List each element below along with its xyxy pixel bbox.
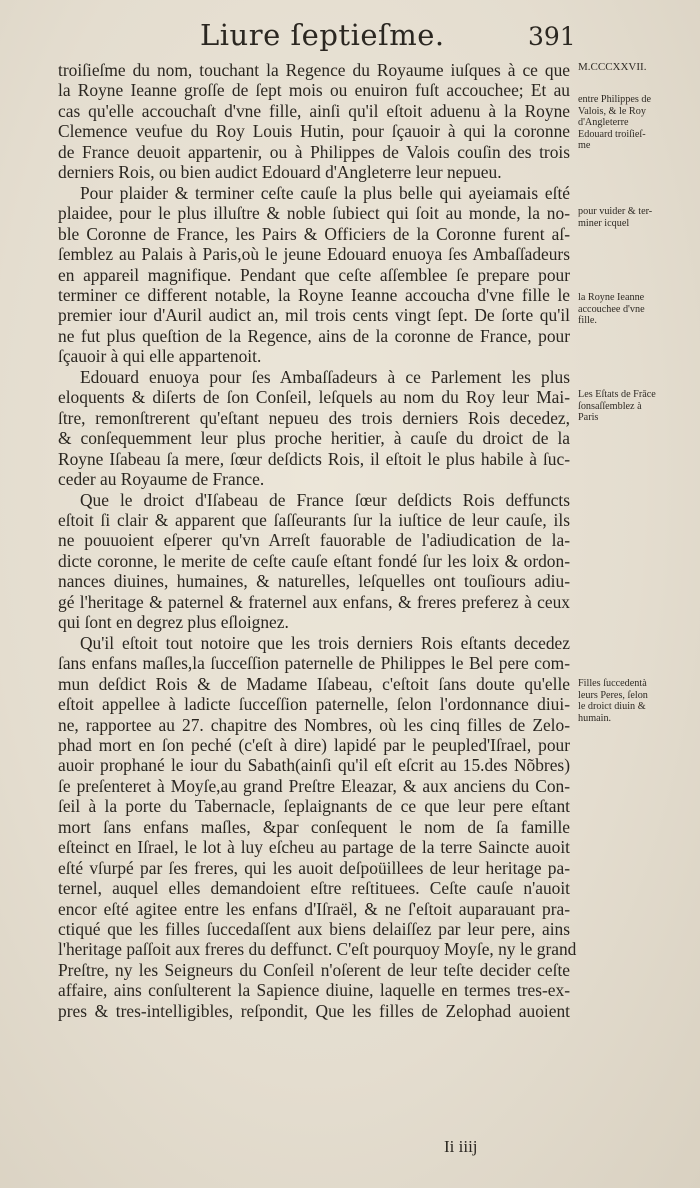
margin-note-line: le droict diuin & [578, 701, 646, 712]
text-line: Preſtre, ny les Seigneurs du Conſeil n'oſerent de leur teſte decider ceſte [58, 959, 570, 980]
margin-note-line: Valois, & le Roy [578, 105, 646, 117]
text-line: dicte coronne, le merite de ceſte cauſe eſtant fondé ſur les loix & ordon- [58, 550, 570, 571]
text-line: ſçauoir à qui elle appartenoit. [58, 346, 262, 367]
running-title: Liure ſeptieſme. [200, 18, 445, 52]
margin-note-line: fille. [578, 315, 597, 326]
text-line: en appareil magnifique. Pendant que ceſte aſſemblee ſe prepare pour [58, 264, 570, 285]
text-line: derniers Rois, ou bien audict Edouard d'Angleterre leur nepueu. [58, 162, 502, 183]
text-line: Pour plaider & terminer ceſte cauſe la plus belle qui ayeiamais eſté [80, 182, 570, 203]
text-line: qui ſont en degrez plus eſloignez. [58, 612, 289, 633]
text-line: Que le droict d'Iſabeau de France ſœur deſdicts Rois deffuncts [80, 489, 570, 510]
margin-note-estates [578, 389, 696, 424]
text-line: Edouard enuoya pour ſes Ambaſſadeurs à ce Parlement les plus [80, 366, 570, 387]
text-line: ne fut plus queſtion de la Regence, ains de la coronne de France, pour [58, 325, 570, 346]
text-line: la Royne Ieanne groſſe de ſept mois ou enuiron fuſt accouchee; Et au [58, 80, 570, 101]
margin-note-line: me [578, 140, 591, 151]
text-line: ceder au Royaume de France. [58, 469, 265, 490]
margin-note-line: Les Eſtats de Frāce [578, 389, 656, 400]
text-line: plaidee, pour le plus illuſtre & noble ſubiect qui ſoit au monde, la no- [58, 203, 570, 224]
text-line: de France deuoit appartenir, ou à Philippes de Valois couſin des trois [58, 141, 570, 162]
text-line: ctiqué que les filles ſuccedaſſent aux biens delaiſſez par leur pere, ains [58, 919, 570, 940]
signature-mark: Ii iiij [444, 1137, 478, 1156]
text-line: mun deſdict Rois & de Madame Iſabeau, c'eſtoit ſans doute qu'elle [58, 673, 570, 694]
main-text-block [58, 60, 577, 1021]
text-line: ne pouuoient eſperer qu'vn Arreſt fauorable de l'adiudication de la- [58, 530, 570, 551]
margin-note-line: entre Philippes de [578, 94, 651, 105]
text-line: gé l'heritage & paternel & fraternel aux enfans, & freres preferez à ceux [58, 591, 570, 612]
margin-note-line: Paris [578, 412, 599, 423]
margin-note-line: humain. [578, 712, 612, 724]
text-line: eſté vſurpé par ſes freres, qui les auoit deſpoüillees de leur heritage pa- [58, 857, 570, 878]
margin-note-line: d'Angleterre [578, 117, 629, 128]
text-line: Royne Iſabeau ſa mere, ſœur deſdicts Rois, il eſtoit le plus habile à ſuc- [58, 448, 570, 469]
text-line: mort ſans enfans maſles, &par conſequent le nom de ſa famille [58, 816, 570, 837]
text-line: l'heritage paſſoit aux freres du deffunct. C'eſt pourquoy Moyſe, ny le grand [58, 939, 577, 960]
margin-note-line: pour vuider & ter- [578, 206, 653, 217]
text-line: ternel, auquel elles demandoient eſtre reſtituees. Ceſte cauſe n'auoit [58, 878, 570, 899]
margin-note-birth [578, 292, 696, 327]
text-line: cas qu'elle accouchaſt d'vne fille, ainſi qu'il eſtoit aduenu à la Royne [58, 100, 570, 121]
text-line: eſtoit ſi clair & apparent que ſaſſeurants ſur la iuſtice de leur cauſe, ils [58, 509, 570, 530]
text-line: & conſequemment leur plus proche heritier, à cauſe du droict de la [58, 428, 570, 449]
margin-note-line: Filles ſuccedentà [578, 678, 647, 689]
margin-note-line: M.CCCXXVII. [578, 61, 647, 73]
margin-note-line: accouchee d'vne [578, 303, 645, 315]
text-line: affaire, ains conſulterent la Sapience diuine, laquelle en termes tres-ex- [58, 980, 570, 1001]
text-line: Clemence veufue du Roy Louis Hutin, pour ſçauoir à qui la coronne [58, 121, 570, 142]
text-line: phad mort en ſon peché (c'eſt à dire) lapidé par le peupled'Iſrael, pour [58, 734, 570, 755]
text-line: pres & tres-intelligibles, reſpondit, Que les filles de Zelophad auoient [58, 1000, 570, 1021]
text-line: ſe preſenteret à Moyſe,au grand Preſtre Eleazar, & aux anciens du Con- [58, 775, 570, 796]
margin-note-line: Edouard troiſieſ- [578, 128, 646, 140]
text-line: Qu'il eſtoit tout notoire que les trois derniers Rois eſtants decedez [80, 632, 570, 653]
text-line: terminer ce different notable, la Royne Ieanne accoucha d'vne fille le [58, 284, 570, 305]
margin-note-line: la Royne Ieanne [578, 292, 645, 303]
text-line: encor eſté agitee entre les enfans d'Iſraël, & ne ſ'eſtoit auparauant pra- [58, 898, 570, 919]
margin-note-year [578, 62, 696, 74]
page-number: 391 [528, 22, 576, 51]
text-line: ne, rapportee au 27. chapitre des Nombres, où les cinq filles de Zelo- [58, 714, 570, 735]
margin-note-daughters [578, 678, 696, 724]
margin-note-line: ſonsaſſemblez à [578, 400, 642, 412]
text-line: ſans enfans maſles,la ſucceſſion paternelle de Philippes le Bel pere com- [58, 653, 570, 674]
margin-note-line: leurs Peres, ſelon [578, 689, 648, 701]
text-line: nances diuines, humaines, & naturelles, leſquelles ont touſiours adiu- [58, 571, 570, 592]
margin-note-purpose [578, 206, 696, 229]
text-line: ſeil à la porte du Tabernacle, ſeplaignants de ce que leur pere eſtant [58, 796, 570, 817]
text-line: auoir prophané le iour du Sabath(ainſi qu'il eſt eſcrit au 15.des Nõbres) [58, 755, 570, 776]
margin-note-parties [578, 94, 696, 152]
text-line: troiſieſme du nom, touchant la Regence du Royaume iuſques à ce que [58, 60, 570, 80]
text-line: ble Coronne de France, les Pairs & Officiers de la Coronne furent aſ- [58, 223, 570, 244]
margin-note-line: miner icquel [578, 217, 630, 229]
text-line: ſemblez au Palais à Paris,où le jeune Edouard enuoya ſes Ambaſſadeurs [58, 244, 570, 265]
text-line: premier iour d'Auril audict an, mil trois cents vingt ſept. De ſorte qu'il [58, 305, 570, 326]
text-line: eloquents & diſerts de ſon Conſeil, leſquels au nom du Roy leur Mai- [58, 387, 570, 408]
text-line: ſtre, remonſtrerent qu'eſtant nepueu des trois derniers Rois decedez, [58, 407, 570, 428]
text-line: eſtoit appellee à ladicte ſucceſſion paternelle, ſelon l'ordonnance diui- [58, 694, 570, 715]
text-line: eſteinct en Iſrael, le lot à luy eſcheu au partage de la terre Saincte auoit [58, 837, 570, 858]
page-header [0, 18, 700, 58]
